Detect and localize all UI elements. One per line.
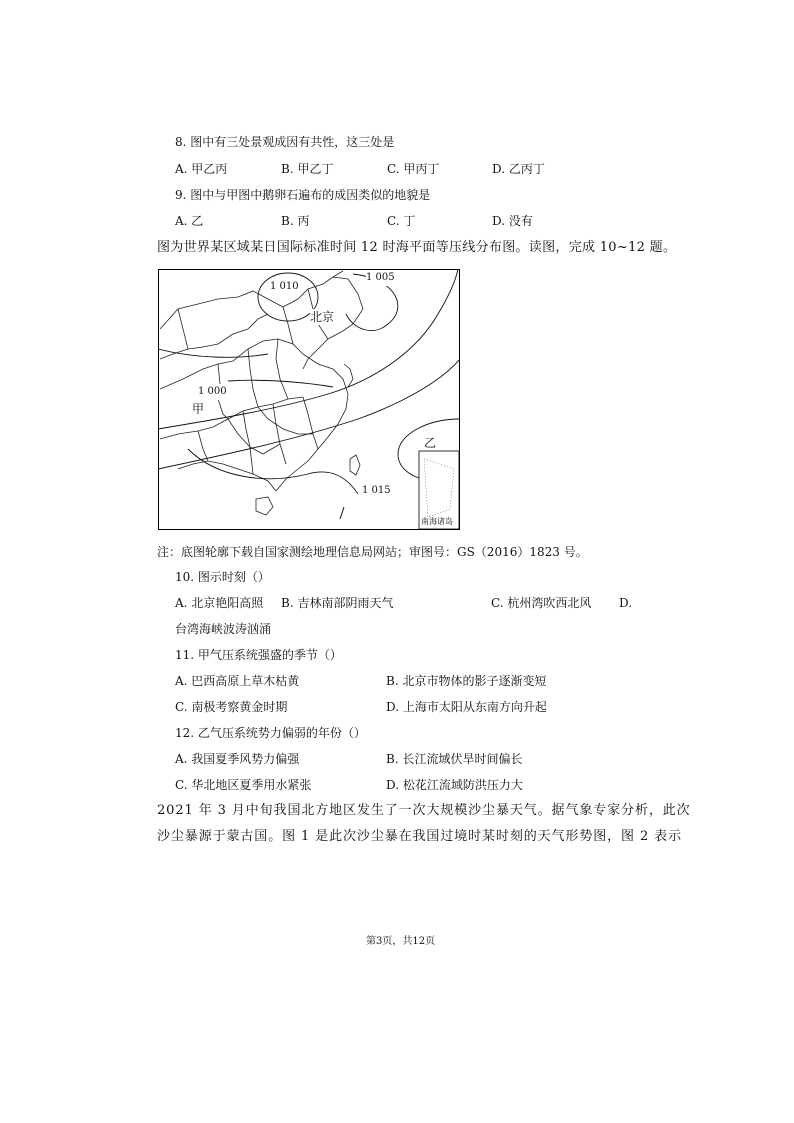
isobar-label-1000: 1 000 [198,384,227,400]
q10-option-d-text: 台湾海峡波涛汹涌 [175,622,272,636]
q12-option-c: C. 华北地区夏季用水紧张 [175,778,312,792]
map-label-jia: 甲 [192,402,205,416]
q11-stem: 11. 甲气压系统强盛的季节（） [175,648,342,662]
isobar-map [158,269,460,530]
q11-option-b: B. 北京市物体的影子逐渐变短 [386,674,547,688]
q12-stem: 12. 乙气压系统势力偏弱的年份（） [175,726,366,740]
q12-option-d: D. 松花江流域防洪压力大 [386,778,523,792]
q8-option-a: A. 甲乙丙 [175,162,228,176]
map-note: 注：底图轮廓下载自国家测绘地理信息局网站；审图号：GS（2016）1823 号。 [157,545,588,559]
isobar-label-1010: 1 010 [270,279,299,295]
intro-10-12: 图为世界某区域某日国际标准时间 12 时海平面等压线分布图。读图，完成 10~12 题。 [157,240,677,255]
page-footer: 第3页，共12页 [366,936,436,947]
map-inset-label: 南海诸岛 [421,517,453,526]
q12-option-b: B. 长江流域伏旱时间偏长 [386,752,523,766]
q8-option-c: C. 甲丙丁 [387,162,440,176]
paragraph-line-1: 2021 年 3 月中旬我国北方地区发生了一次大规模沙尘暴天气。据气象专家分析，此次 [157,803,691,818]
q11-option-a: A. 巴西高原上草木枯黄 [175,674,300,688]
q8-stem: 8. 图中有三处景观成因有共性，这三处是 [175,135,395,149]
isobar-label-1015: 1 015 [362,483,391,499]
q9-stem: 9. 图中与甲图中鹅卵石遍布的成因类似的地貌是 [175,188,431,202]
map-label-yi: 乙 [424,436,437,450]
q10-stem: 10. 图示时刻（） [175,570,270,584]
q10-option-a: A. 北京艳阳高照 [175,596,264,610]
q11-option-c: C. 南极考察黄金时期 [175,700,288,714]
q10-option-c: C. 杭州湾吹西北风 [491,596,592,610]
q9-option-b: B. 丙 [281,214,310,228]
q9-option-c: C. 丁 [387,214,416,228]
q9-option-a: A. 乙 [175,214,204,228]
map-label-beijing: 北京 [310,310,335,324]
q9-option-d: D. 没有 [492,214,533,228]
q12-option-a: A. 我国夏季风势力偏强 [175,752,300,766]
q8-option-d: D. 乙丙丁 [492,162,545,176]
isobar-label-1005: 1 005 [366,270,395,286]
q10-option-d-letter: D. [619,596,633,610]
q10-option-b: B. 吉林南部阴雨天气 [281,596,394,610]
q11-option-d: D. 上海市太阳从东南方向升起 [386,700,547,714]
paragraph-line-2: 沙尘暴源于蒙古国。图 1 是此次沙尘暴在我国过境时某时刻的天气形势图，图 2 表示 [157,829,682,844]
q8-option-b: B. 甲乙丁 [281,162,334,176]
